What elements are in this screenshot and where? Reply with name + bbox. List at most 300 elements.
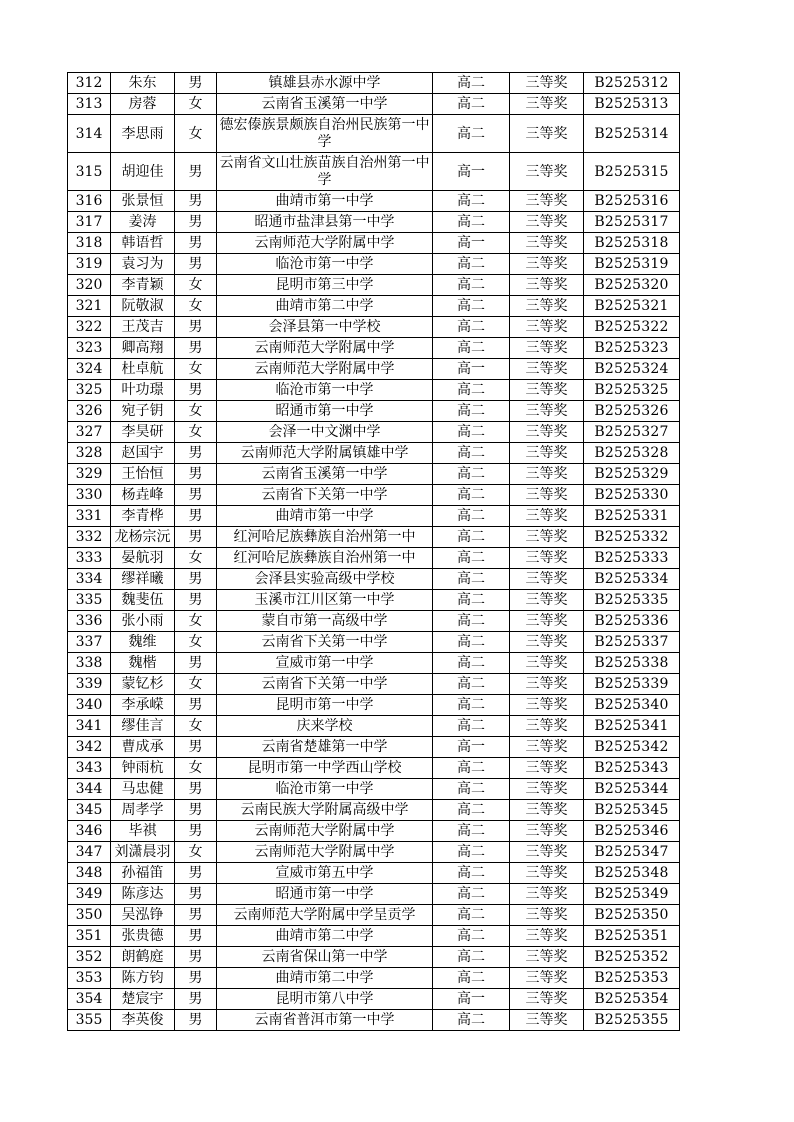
- certificate-id-cell: B2525341: [584, 716, 680, 737]
- table-row: [68, 73, 680, 94]
- certificate-id-cell: B2525331: [584, 506, 680, 527]
- certificate-id-cell: B2525354: [584, 989, 680, 1010]
- school-cell: 临沧市第一中学: [217, 779, 433, 800]
- student-name-cell: 张景恒: [111, 191, 175, 212]
- award-level-cell: 三等奖: [510, 401, 584, 422]
- table-row: [68, 737, 680, 758]
- award-list-table: [67, 72, 680, 1031]
- table-row: [68, 359, 680, 380]
- gender-cell: 男: [175, 317, 217, 338]
- award-level-cell: 三等奖: [510, 212, 584, 233]
- student-name-cell: 缪祥曦: [111, 569, 175, 590]
- school-cell: 云南省普洱市第一中学: [217, 1010, 433, 1031]
- gender-cell: 男: [175, 153, 217, 191]
- certificate-id-cell: B2525312: [584, 73, 680, 94]
- school-cell: 云南省下关第一中学: [217, 632, 433, 653]
- school-cell: 昆明市第三中学: [217, 275, 433, 296]
- table-row: [68, 989, 680, 1010]
- grade-cell: 高二: [433, 212, 510, 233]
- gender-cell: 男: [175, 233, 217, 254]
- certificate-id-cell: B2525329: [584, 464, 680, 485]
- school-cell: 会泽县实验高级中学校: [217, 569, 433, 590]
- school-cell: 云南省楚雄第一中学: [217, 737, 433, 758]
- table-row: [68, 590, 680, 611]
- school-cell: 曲靖市第一中学: [217, 506, 433, 527]
- gender-cell: 男: [175, 1010, 217, 1031]
- rank-number-cell: 323: [68, 338, 111, 359]
- grade-cell: 高二: [433, 422, 510, 443]
- certificate-id-cell: B2525326: [584, 401, 680, 422]
- gender-cell: 男: [175, 212, 217, 233]
- gender-cell: 女: [175, 842, 217, 863]
- rank-number-cell: 318: [68, 233, 111, 254]
- grade-cell: 高二: [433, 821, 510, 842]
- gender-cell: 男: [175, 254, 217, 275]
- certificate-id-cell: B2525323: [584, 338, 680, 359]
- rank-number-cell: 334: [68, 569, 111, 590]
- grade-cell: 高一: [433, 989, 510, 1010]
- award-level-cell: 三等奖: [510, 926, 584, 947]
- table-row: [68, 401, 680, 422]
- school-cell: 蒙自市第一高级中学: [217, 611, 433, 632]
- table-row: [68, 716, 680, 737]
- rank-number-cell: 354: [68, 989, 111, 1010]
- certificate-id-cell: B2525346: [584, 821, 680, 842]
- table-row: [68, 422, 680, 443]
- school-cell: 云南省玉溪第一中学: [217, 464, 433, 485]
- student-name-cell: 陈方钧: [111, 968, 175, 989]
- student-name-cell: 曹成承: [111, 737, 175, 758]
- gender-cell: 女: [175, 674, 217, 695]
- rank-number-cell: 336: [68, 611, 111, 632]
- grade-cell: 高一: [433, 153, 510, 191]
- student-name-cell: 李青颖: [111, 275, 175, 296]
- rank-number-cell: 320: [68, 275, 111, 296]
- grade-cell: 高二: [433, 338, 510, 359]
- grade-cell: 高二: [433, 485, 510, 506]
- rank-number-cell: 315: [68, 153, 111, 191]
- certificate-id-cell: B2525328: [584, 443, 680, 464]
- certificate-id-cell: B2525316: [584, 191, 680, 212]
- gender-cell: 男: [175, 905, 217, 926]
- gender-cell: 女: [175, 275, 217, 296]
- gender-cell: 男: [175, 464, 217, 485]
- student-name-cell: 李承嵘: [111, 695, 175, 716]
- gender-cell: 男: [175, 73, 217, 94]
- table-row: [68, 947, 680, 968]
- award-level-cell: 三等奖: [510, 506, 584, 527]
- gender-cell: 男: [175, 590, 217, 611]
- award-level-cell: 三等奖: [510, 968, 584, 989]
- school-cell: 临沧市第一中学: [217, 254, 433, 275]
- award-level-cell: 三等奖: [510, 359, 584, 380]
- rank-number-cell: 339: [68, 674, 111, 695]
- grade-cell: 高二: [433, 275, 510, 296]
- award-level-cell: 三等奖: [510, 611, 584, 632]
- rank-number-cell: 342: [68, 737, 111, 758]
- gender-cell: 男: [175, 569, 217, 590]
- rank-number-cell: 341: [68, 716, 111, 737]
- award-level-cell: 三等奖: [510, 527, 584, 548]
- gender-cell: 男: [175, 380, 217, 401]
- school-cell: 昆明市第一中学: [217, 695, 433, 716]
- grade-cell: 高二: [433, 632, 510, 653]
- school-cell: 云南师范大学附属中学: [217, 233, 433, 254]
- rank-number-cell: 312: [68, 73, 111, 94]
- table-row: [68, 632, 680, 653]
- school-cell: 云南省下关第一中学: [217, 674, 433, 695]
- award-level-cell: 三等奖: [510, 548, 584, 569]
- certificate-id-cell: B2525352: [584, 947, 680, 968]
- grade-cell: 高二: [433, 380, 510, 401]
- certificate-id-cell: B2525336: [584, 611, 680, 632]
- rank-number-cell: 338: [68, 653, 111, 674]
- rank-number-cell: 327: [68, 422, 111, 443]
- certificate-id-cell: B2525337: [584, 632, 680, 653]
- school-cell: 德宏傣族景颇族自治州民族第一中学: [217, 115, 433, 153]
- school-cell: 云南师范大学附属中学: [217, 359, 433, 380]
- school-cell: 云南师范大学附属中学呈贡学: [217, 905, 433, 926]
- grade-cell: 高二: [433, 758, 510, 779]
- table-row: [68, 884, 680, 905]
- table-row: [68, 800, 680, 821]
- certificate-id-cell: B2525333: [584, 548, 680, 569]
- table-row: [68, 443, 680, 464]
- student-name-cell: 钟雨杭: [111, 758, 175, 779]
- table-row: [68, 821, 680, 842]
- grade-cell: 高二: [433, 464, 510, 485]
- table-row: [68, 926, 680, 947]
- gender-cell: 男: [175, 443, 217, 464]
- award-level-cell: 三等奖: [510, 800, 584, 821]
- table-row: [68, 115, 680, 153]
- school-cell: 云南师范大学附属镇雄中学: [217, 443, 433, 464]
- rank-number-cell: 321: [68, 296, 111, 317]
- grade-cell: 高二: [433, 863, 510, 884]
- grade-cell: 高二: [433, 695, 510, 716]
- rank-number-cell: 352: [68, 947, 111, 968]
- table-row: [68, 527, 680, 548]
- award-level-cell: 三等奖: [510, 653, 584, 674]
- table-row: [68, 296, 680, 317]
- gender-cell: 男: [175, 989, 217, 1010]
- student-name-cell: 陈彦达: [111, 884, 175, 905]
- table-row: [68, 674, 680, 695]
- rank-number-cell: 326: [68, 401, 111, 422]
- certificate-id-cell: B2525322: [584, 317, 680, 338]
- student-name-cell: 缪佳言: [111, 716, 175, 737]
- rank-number-cell: 344: [68, 779, 111, 800]
- gender-cell: 男: [175, 821, 217, 842]
- certificate-id-cell: B2525313: [584, 94, 680, 115]
- award-level-cell: 三等奖: [510, 569, 584, 590]
- grade-cell: 高二: [433, 611, 510, 632]
- award-level-cell: 三等奖: [510, 737, 584, 758]
- school-cell: 昭通市盐津县第一中学: [217, 212, 433, 233]
- gender-cell: 男: [175, 947, 217, 968]
- award-level-cell: 三等奖: [510, 989, 584, 1010]
- certificate-id-cell: B2525315: [584, 153, 680, 191]
- school-cell: 会泽一中文渊中学: [217, 422, 433, 443]
- rank-number-cell: 329: [68, 464, 111, 485]
- student-name-cell: 王怡恒: [111, 464, 175, 485]
- certificate-id-cell: B2525319: [584, 254, 680, 275]
- grade-cell: 高二: [433, 254, 510, 275]
- rank-number-cell: 355: [68, 1010, 111, 1031]
- gender-cell: 女: [175, 359, 217, 380]
- school-cell: 昭通市第一中学: [217, 884, 433, 905]
- grade-cell: 高一: [433, 359, 510, 380]
- student-name-cell: 朱东: [111, 73, 175, 94]
- table-row: [68, 464, 680, 485]
- gender-cell: 男: [175, 884, 217, 905]
- award-level-cell: 三等奖: [510, 695, 584, 716]
- award-level-cell: 三等奖: [510, 758, 584, 779]
- student-name-cell: 宛子钥: [111, 401, 175, 422]
- grade-cell: 高二: [433, 569, 510, 590]
- gender-cell: 女: [175, 611, 217, 632]
- rank-number-cell: 348: [68, 863, 111, 884]
- student-name-cell: 张小雨: [111, 611, 175, 632]
- certificate-id-cell: B2525339: [584, 674, 680, 695]
- student-name-cell: 楚宸宇: [111, 989, 175, 1010]
- student-name-cell: 叶功璟: [111, 380, 175, 401]
- certificate-id-cell: B2525335: [584, 590, 680, 611]
- student-name-cell: 姜涛: [111, 212, 175, 233]
- rank-number-cell: 322: [68, 317, 111, 338]
- school-cell: 云南省文山壮族苗族自治州第一中学: [217, 153, 433, 191]
- rank-number-cell: 349: [68, 884, 111, 905]
- student-name-cell: 周孝学: [111, 800, 175, 821]
- award-level-cell: 三等奖: [510, 153, 584, 191]
- school-cell: 曲靖市第二中学: [217, 296, 433, 317]
- rank-number-cell: 347: [68, 842, 111, 863]
- school-cell: 红河哈尼族彝族自治州第一中: [217, 548, 433, 569]
- rank-number-cell: 324: [68, 359, 111, 380]
- rank-number-cell: 350: [68, 905, 111, 926]
- rank-number-cell: 343: [68, 758, 111, 779]
- award-level-cell: 三等奖: [510, 779, 584, 800]
- table-row: [68, 968, 680, 989]
- certificate-id-cell: B2525321: [584, 296, 680, 317]
- grade-cell: 高一: [433, 737, 510, 758]
- rank-number-cell: 340: [68, 695, 111, 716]
- award-level-cell: 三等奖: [510, 947, 584, 968]
- certificate-id-cell: B2525342: [584, 737, 680, 758]
- gender-cell: 女: [175, 422, 217, 443]
- student-name-cell: 孙福笛: [111, 863, 175, 884]
- certificate-id-cell: B2525345: [584, 800, 680, 821]
- grade-cell: 高二: [433, 716, 510, 737]
- grade-cell: 高二: [433, 401, 510, 422]
- school-cell: 云南师范大学附属中学: [217, 821, 433, 842]
- certificate-id-cell: B2525330: [584, 485, 680, 506]
- grade-cell: 高二: [433, 317, 510, 338]
- table-row: [68, 842, 680, 863]
- award-level-cell: 三等奖: [510, 1010, 584, 1031]
- student-name-cell: 朗鹤庭: [111, 947, 175, 968]
- certificate-id-cell: B2525344: [584, 779, 680, 800]
- award-level-cell: 三等奖: [510, 821, 584, 842]
- gender-cell: 女: [175, 401, 217, 422]
- table-row: [68, 1010, 680, 1031]
- grade-cell: 高二: [433, 653, 510, 674]
- grade-cell: 高二: [433, 1010, 510, 1031]
- student-name-cell: 毕祺: [111, 821, 175, 842]
- rank-number-cell: 316: [68, 191, 111, 212]
- rank-number-cell: 328: [68, 443, 111, 464]
- school-cell: 曲靖市第二中学: [217, 968, 433, 989]
- gender-cell: 男: [175, 926, 217, 947]
- gender-cell: 女: [175, 758, 217, 779]
- table-row: [68, 863, 680, 884]
- rank-number-cell: 346: [68, 821, 111, 842]
- student-name-cell: 刘潇晨羽: [111, 842, 175, 863]
- rank-number-cell: 353: [68, 968, 111, 989]
- grade-cell: 高二: [433, 968, 510, 989]
- gender-cell: 男: [175, 695, 217, 716]
- gender-cell: 女: [175, 94, 217, 115]
- student-name-cell: 李英俊: [111, 1010, 175, 1031]
- gender-cell: 女: [175, 632, 217, 653]
- gender-cell: 男: [175, 968, 217, 989]
- school-cell: 云南省玉溪第一中学: [217, 94, 433, 115]
- student-name-cell: 胡迎佳: [111, 153, 175, 191]
- award-level-cell: 三等奖: [510, 884, 584, 905]
- gender-cell: 男: [175, 527, 217, 548]
- gender-cell: 女: [175, 716, 217, 737]
- table-row: [68, 569, 680, 590]
- award-level-cell: 三等奖: [510, 254, 584, 275]
- rank-number-cell: 333: [68, 548, 111, 569]
- certificate-id-cell: B2525327: [584, 422, 680, 443]
- grade-cell: 高二: [433, 947, 510, 968]
- student-name-cell: 魏斐伍: [111, 590, 175, 611]
- gender-cell: 男: [175, 191, 217, 212]
- rank-number-cell: 331: [68, 506, 111, 527]
- student-name-cell: 张贵德: [111, 926, 175, 947]
- grade-cell: 高二: [433, 506, 510, 527]
- gender-cell: 女: [175, 296, 217, 317]
- student-name-cell: 李青桦: [111, 506, 175, 527]
- school-cell: 红河哈尼族彝族自治州第一中: [217, 527, 433, 548]
- table-row: [68, 233, 680, 254]
- grade-cell: 高二: [433, 674, 510, 695]
- award-level-cell: 三等奖: [510, 338, 584, 359]
- award-level-cell: 三等奖: [510, 863, 584, 884]
- certificate-id-cell: B2525347: [584, 842, 680, 863]
- gender-cell: 女: [175, 115, 217, 153]
- student-name-cell: 李思雨: [111, 115, 175, 153]
- rank-number-cell: 325: [68, 380, 111, 401]
- award-level-cell: 三等奖: [510, 632, 584, 653]
- certificate-id-cell: B2525343: [584, 758, 680, 779]
- school-cell: 云南民族大学附属高级中学: [217, 800, 433, 821]
- certificate-id-cell: B2525318: [584, 233, 680, 254]
- gender-cell: 男: [175, 779, 217, 800]
- student-name-cell: 卿高翔: [111, 338, 175, 359]
- table-row: [68, 317, 680, 338]
- student-name-cell: 韩语哲: [111, 233, 175, 254]
- rank-number-cell: 335: [68, 590, 111, 611]
- certificate-id-cell: B2525325: [584, 380, 680, 401]
- rank-number-cell: 330: [68, 485, 111, 506]
- student-name-cell: 蒙钇杉: [111, 674, 175, 695]
- certificate-id-cell: B2525348: [584, 863, 680, 884]
- school-cell: 昆明市第一中学西山学校: [217, 758, 433, 779]
- award-level-cell: 三等奖: [510, 674, 584, 695]
- table-row: [68, 191, 680, 212]
- student-name-cell: 杨垚峰: [111, 485, 175, 506]
- award-level-cell: 三等奖: [510, 275, 584, 296]
- award-level-cell: 三等奖: [510, 716, 584, 737]
- certificate-id-cell: B2525351: [584, 926, 680, 947]
- rank-number-cell: 351: [68, 926, 111, 947]
- award-level-cell: 三等奖: [510, 233, 584, 254]
- table-row: [68, 254, 680, 275]
- rank-number-cell: 345: [68, 800, 111, 821]
- student-name-cell: 马忠健: [111, 779, 175, 800]
- award-level-cell: 三等奖: [510, 842, 584, 863]
- school-cell: 云南省下关第一中学: [217, 485, 433, 506]
- student-name-cell: 吴泓铮: [111, 905, 175, 926]
- certificate-id-cell: B2525334: [584, 569, 680, 590]
- grade-cell: 高二: [433, 73, 510, 94]
- certificate-id-cell: B2525353: [584, 968, 680, 989]
- school-cell: 庆来学校: [217, 716, 433, 737]
- school-cell: 曲靖市第二中学: [217, 926, 433, 947]
- grade-cell: 高二: [433, 905, 510, 926]
- school-cell: 云南师范大学附属中学: [217, 842, 433, 863]
- rank-number-cell: 317: [68, 212, 111, 233]
- grade-cell: 高二: [433, 115, 510, 153]
- table-row: [68, 548, 680, 569]
- grade-cell: 高二: [433, 296, 510, 317]
- table-row: [68, 94, 680, 115]
- grade-cell: 高二: [433, 548, 510, 569]
- certificate-id-cell: B2525317: [584, 212, 680, 233]
- award-level-cell: 三等奖: [510, 590, 584, 611]
- award-list-body: [68, 73, 680, 1031]
- student-name-cell: 袁习为: [111, 254, 175, 275]
- award-level-cell: 三等奖: [510, 464, 584, 485]
- student-name-cell: 晏航羽: [111, 548, 175, 569]
- award-level-cell: 三等奖: [510, 317, 584, 338]
- student-name-cell: 魏楷: [111, 653, 175, 674]
- student-name-cell: 阮敬淑: [111, 296, 175, 317]
- student-name-cell: 龙杨宗沅: [111, 527, 175, 548]
- award-level-cell: 三等奖: [510, 380, 584, 401]
- award-level-cell: 三等奖: [510, 905, 584, 926]
- certificate-id-cell: B2525320: [584, 275, 680, 296]
- student-name-cell: 赵国宇: [111, 443, 175, 464]
- table-row: [68, 695, 680, 716]
- grade-cell: 高二: [433, 779, 510, 800]
- gender-cell: 男: [175, 863, 217, 884]
- grade-cell: 高二: [433, 443, 510, 464]
- award-level-cell: 三等奖: [510, 73, 584, 94]
- grade-cell: 高二: [433, 842, 510, 863]
- rank-number-cell: 319: [68, 254, 111, 275]
- grade-cell: 高一: [433, 233, 510, 254]
- school-cell: 云南省保山第一中学: [217, 947, 433, 968]
- school-cell: 昭通市第一中学: [217, 401, 433, 422]
- certificate-id-cell: B2525332: [584, 527, 680, 548]
- table-row: [68, 212, 680, 233]
- table-row: [68, 485, 680, 506]
- award-level-cell: 三等奖: [510, 443, 584, 464]
- gender-cell: 男: [175, 800, 217, 821]
